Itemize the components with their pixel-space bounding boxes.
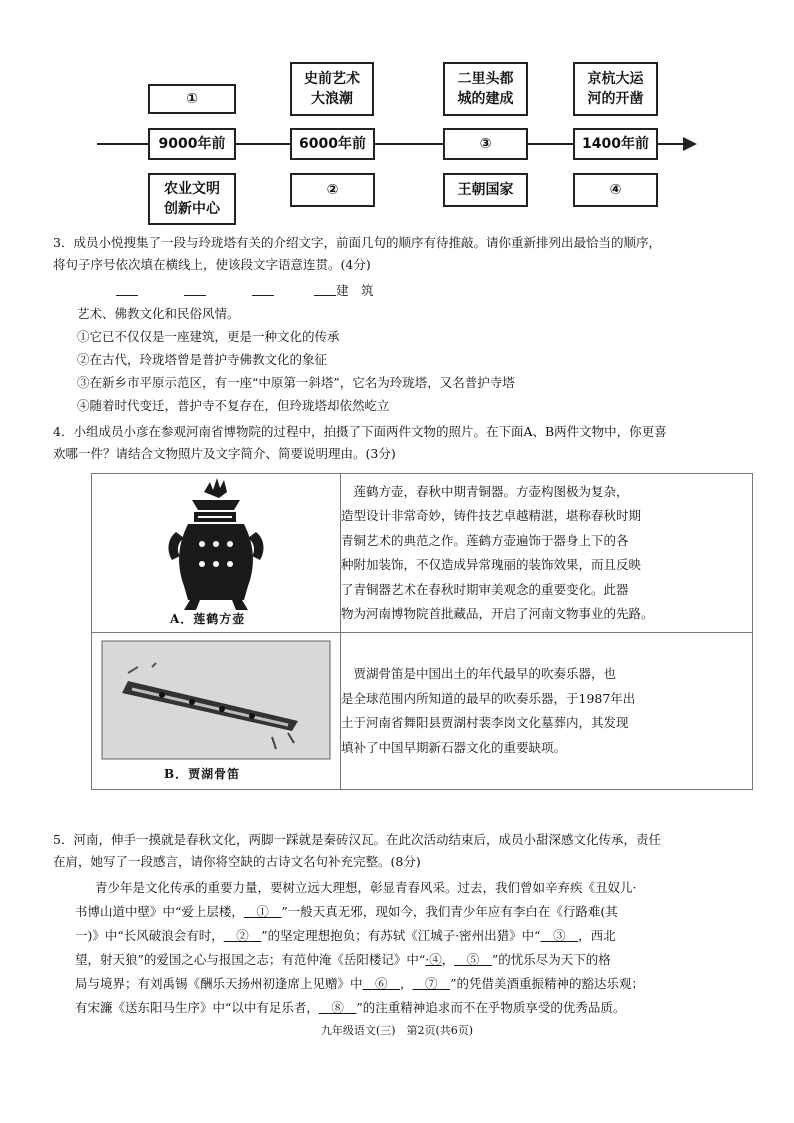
timeline-arrow-icon [683,137,697,151]
question-4 [53,421,763,465]
q5-text: ， [441,952,455,967]
q5-text: 书博山道中壁》中“爱上层楼， [75,904,244,919]
q4-stem-line-2: 欢哪一件？请结合文物照片及文字简介、简要说明理由。(3分) [53,446,396,461]
jiahu-bone-flute-image [92,633,339,789]
q3-blank-2[interactable] [184,281,206,296]
q5-blank-2[interactable]: ＿②＿ [223,928,262,943]
artifact-a-description [341,474,753,633]
q4-stem-line-1: 4．小组成员小彦在参观河南省博物院的过程中，拍摄了下面两件文物的照片。在下面A、B两件文物中，你更喜 [53,424,667,439]
q3-sentence-4: ④随着时代变迁，普护寺不复存在，但玲珑塔却依然屹立 [77,398,390,413]
q5-text: 望，射天狼”的爱国之心与报国之志；有范仲淹《岳阳楼记》中“ [75,952,426,967]
artifact-a-caption: A．莲鹤方壶 [170,612,246,626]
q3-blank-4[interactable] [314,281,336,296]
artifact-table [91,473,753,790]
q3-tail-text: 建 筑 [336,283,374,298]
q5-text: 局与境界；有刘禹锡《酬乐天扬州初逢席上见赠》中 [75,976,363,991]
artifact-b-caption: B．贾湖骨笛 [164,767,241,781]
q5-para-line-2 [75,900,618,923]
q5-blank-7[interactable]: ＿⑦＿ [412,976,451,991]
q5-stem-line-2: 在肩，她写了一段感言，请你将空缺的古诗文名句补充完整。(8分) [53,854,421,869]
timeline-top-box-3: 二里头都 城的建成 [443,62,528,116]
timeline-bottom-box-3: 王朝国家 [443,173,528,207]
q5-text: 一)》中“长风破浪会有时， [75,928,224,943]
page-footer: 九年级语文(三) 第2页(共6页) [320,1024,474,1037]
artifact-b-photo-cell [92,633,341,790]
timeline-top-box-1: ① [148,84,236,114]
artifact-b-desc-line: 是全球范围内所知道的最早的吹奏乐器，于1987年出 [341,690,636,706]
q5-text: ”的凭借美酒重振精神的豁达乐观； [450,976,644,991]
artifact-a-desc-line: 种附加装饰，不仅造成异常瑰丽的装饰效果，而且反映 [341,557,642,572]
artifact-a-desc-line: 物为河南博物院首批藏品，开启了河南文物事业的先路。 [341,606,654,621]
q5-text: 有宋濂《送东阳马生序》中“以中有足乐者， [75,1000,319,1015]
q3-sentence-2: ②在古代，玲珑塔曾是普护寺佛教文化的象征 [77,352,328,367]
artifact-row-a [92,474,753,633]
q3-blank-3[interactable] [252,281,274,296]
q5-blank-5[interactable]: ＿⑤＿ [454,952,492,967]
q5-blank-1[interactable]: ＿①＿ [243,904,282,919]
bronze-pot-icon [92,474,339,632]
q5-stem-line-1: 5．河南，伸手一摸就是春秋文化，两脚一踩就是秦砖汉瓦。在此次活动结束后，成员小甜深感文化传承，责任 [53,832,661,847]
timeline-bottom-box-1: 农业文明 创新中心 [148,173,236,225]
artifact-row-b [92,633,753,790]
q3-blank-1[interactable] [116,281,138,296]
question-3 [53,232,763,276]
timeline-mid-box-3: ③ [443,128,528,160]
q5-text: ”的坚定理想抱负；有苏轼《江城子·密州出猎》中“ [261,928,541,943]
timeline-mid-box-2: 6000年前 [290,128,375,160]
timeline-bottom-box-4: ④ [573,173,658,207]
q3-continuation: 艺术、佛教文化和民俗风情。 [77,306,240,321]
artifact-b-desc-line: 土于河南省舞阳县贾湖村裴李岗文化墓葬内，其发现 [341,715,629,730]
q5-text: ”一般天真无邪，现如今，我们青少年应有李白在《行路难(其 [281,904,618,919]
q5-para-line-5 [75,972,644,995]
q5-text: ，西北 [578,928,616,943]
q5-text: ， [400,976,413,991]
q5-para-line-3 [75,924,616,947]
q5-para-line-4 [75,948,611,971]
lotus-crane-square-pot-image [92,474,339,632]
q5-para-line-6 [75,996,625,1019]
timeline-mid-box-4: 1400年前 [573,128,658,160]
timeline-bottom-box-2: ② [290,173,375,207]
artifact-a-desc-line: 莲鹤方壶，春秋中期青铜器。方壶构图极为复杂， [341,483,629,499]
timeline-top-box-2: 史前艺术 大浪潮 [290,62,374,116]
q3-sentence-1: ①它已不仅仅是一座建筑，更是一种文化的传承 [77,329,340,344]
q5-para-line-1: 青少年是文化传承的重要力量，要树立远大理想，彰显青春风采。过去，我们曾如辛弃疾《丑奴儿· [95,880,637,895]
q5-blank-3[interactable]: ＿③＿ [540,928,579,943]
timeline-top-box-4: 京杭大运 河的开凿 [573,62,658,116]
artifact-a-photo-cell [92,474,341,633]
artifact-b-description [341,633,753,790]
q5-blank-6[interactable]: ＿⑥＿ [362,976,401,991]
artifact-a-desc-line: 青铜艺术的典范之作。莲鹤方壶遍饰于器身上下的各 [341,532,629,548]
question-5 [53,829,773,873]
q5-text: ”的注重精神追求而不在乎物质享受的优秀品质。 [356,1000,626,1015]
artifact-b-desc-line: 贾湖骨笛是中国出土的年代最早的吹奏乐器，也 [341,666,617,681]
artifact-a-desc-line: 造型设计非常奇妙，铸件技艺卓越精湛，堪称春秋时期 [341,508,642,523]
artifact-a-desc-line: 了青铜器艺术在春秋时期审美观念的重要变化。此器 [341,581,629,597]
q3-stem-line-2: 将句子序号依次填在横线上，使该段文字语意连贯。(4分) [53,257,371,272]
q3-stem-line-1: 3．成员小悦搜集了一段与玲珑塔有关的介绍文字，前面几句的顺序有待推敲。请你重新排列出最恰当的顺序， [53,235,661,250]
q5-text: ”的忧乐尽为天下的格 [491,952,611,967]
timeline-mid-box-1: 9000年前 [148,128,236,160]
q5-blank-4[interactable]: ·④ [425,952,442,967]
artifact-b-desc-line: 填补了中国早期新石器文化的重要缺项。 [341,739,567,755]
q5-blank-8[interactable]: ＿⑧＿ [318,1000,357,1015]
q3-answer-line [116,279,374,302]
q3-sentence-3: ③在新乡市平原示范区，有一座“中原第一斜塔”，它名为玲珑塔，又名普护寺塔 [77,375,515,390]
